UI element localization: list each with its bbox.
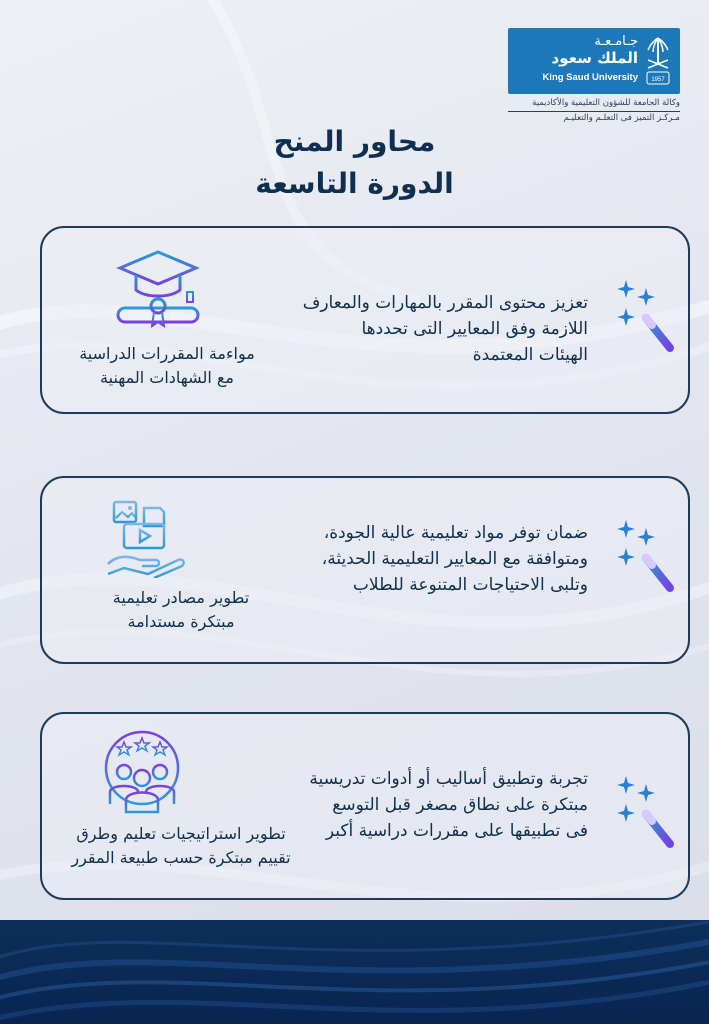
- page-title: محاور المنح: [273, 125, 436, 158]
- track-card-2: [40, 476, 690, 664]
- magic-wand-sparkles-icon: [614, 518, 676, 594]
- university-logo: [508, 28, 680, 94]
- track-caption: تطوير مصادر تعليمية مبتكرة مستدامة: [112, 588, 250, 631]
- track-caption: مواءمة المقررات الدراسية مع الشهادات المهنية: [79, 344, 255, 387]
- track-description: تجربة وتطبيق أساليب أو أدوات تدريسية مبتكرة على نطاق مصغر قبل التوسع فى تطبيقها على مقررات دراسية أكبر: [309, 769, 588, 841]
- logo-arabic-top: جـامـعـة: [594, 34, 638, 49]
- page-subtitle: الدورة التاسعة: [255, 167, 454, 200]
- palm-swords-emblem-icon: [642, 34, 674, 88]
- graduation-cap-diploma-icon: [110, 238, 206, 334]
- center-name: مـركـز التميز فى التعلـم والتعليـم: [563, 113, 680, 123]
- footer-wave-pattern: [0, 920, 709, 1024]
- magic-wand-sparkles-icon: [614, 278, 676, 354]
- digital-resources-hand-icon: [104, 498, 194, 578]
- magic-wand-sparkles-icon: [614, 774, 676, 850]
- deputyship-name: وكالة الجامعة للشؤون التعليمية والأكاديمية: [508, 98, 680, 112]
- track-description: تعزيز محتوى المقرر بالمهارات والمعارف اللازمة وفق المعايير التى تحددها الهيئات المعتمدة: [302, 293, 588, 365]
- emblem-year: 1957: [651, 77, 665, 83]
- track-caption: تطوير استراتيجيات تعليم وطرق تقييم مبتكرة حسب طبيعة المقرر: [71, 824, 291, 867]
- group-rating-stars-icon: [102, 728, 182, 814]
- logo-arabic-name: الملك سعود: [551, 49, 638, 67]
- track-description: ضمان توفر مواد تعليمية عالية الجودة، ومتوافقة مع المعايير التعليمية الحديثة، وتلبى الاحتياجات المتنوعة للطلاب: [321, 523, 588, 595]
- logo-english-name: King Saud University: [542, 72, 638, 83]
- track-card-3: [40, 712, 690, 900]
- footer-band: [0, 920, 709, 1024]
- track-card-1: [40, 226, 690, 414]
